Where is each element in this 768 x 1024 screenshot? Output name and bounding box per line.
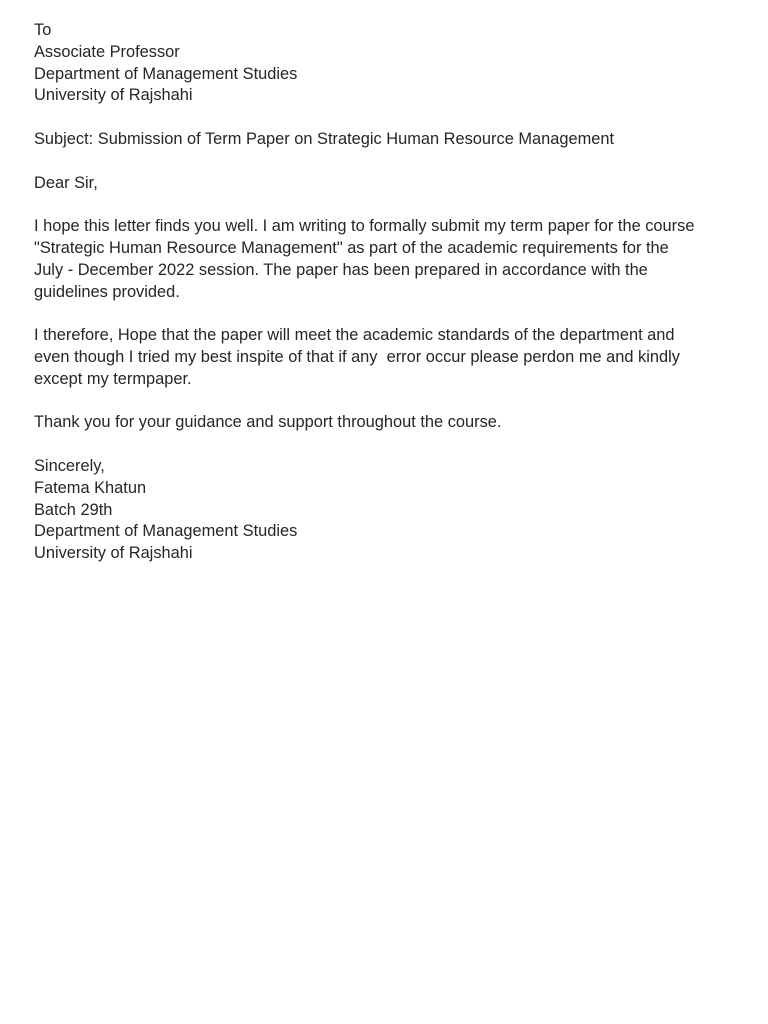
paragraph-line: even though I tried my best inspite of that if any error occur please perdon me and kindly [34, 347, 680, 366]
to-line: To [34, 21, 52, 39]
signoff: Sincerely, [34, 456, 105, 475]
body-paragraph-3 [34, 412, 738, 434]
recipient-department: Department of Management Studies [34, 64, 298, 83]
salutation-block [34, 173, 738, 195]
paragraph-line: July - December 2022 session. The paper has been prepared in accordance with the [34, 260, 648, 279]
paragraph-line: I therefore, Hope that the paper will meet the academic standards of the department and [34, 326, 675, 345]
sender-name: Fatema Khatun [34, 478, 147, 497]
closing-block [34, 456, 738, 565]
paragraph-line: I hope this letter finds you well. I am writing to formally submit my term paper for the course [34, 217, 695, 236]
subject-line: Subject: Submission of Term Paper on Strategic Human Resource Management [34, 129, 615, 148]
paragraph-line: Thank you for your guidance and support throughout the course. [34, 413, 502, 432]
recipient-block [34, 20, 738, 107]
paragraph-line: except my termpaper. [34, 369, 192, 388]
body-paragraph-2 [34, 325, 738, 390]
body-paragraph-1 [34, 216, 738, 303]
recipient-title: Associate Professor [34, 42, 180, 61]
sender-batch: Batch 29th [34, 500, 113, 519]
sender-university: University of Rajshahi [34, 544, 193, 563]
paragraph-line: "Strategic Human Resource Management" as part of the academic requirements for the [34, 238, 669, 257]
subject-block [34, 129, 738, 151]
recipient-university: University of Rajshahi [34, 86, 193, 105]
sender-department: Department of Management Studies [34, 522, 298, 541]
salutation: Dear Sir, [34, 173, 98, 192]
paragraph-line: guidelines provided. [34, 282, 180, 301]
